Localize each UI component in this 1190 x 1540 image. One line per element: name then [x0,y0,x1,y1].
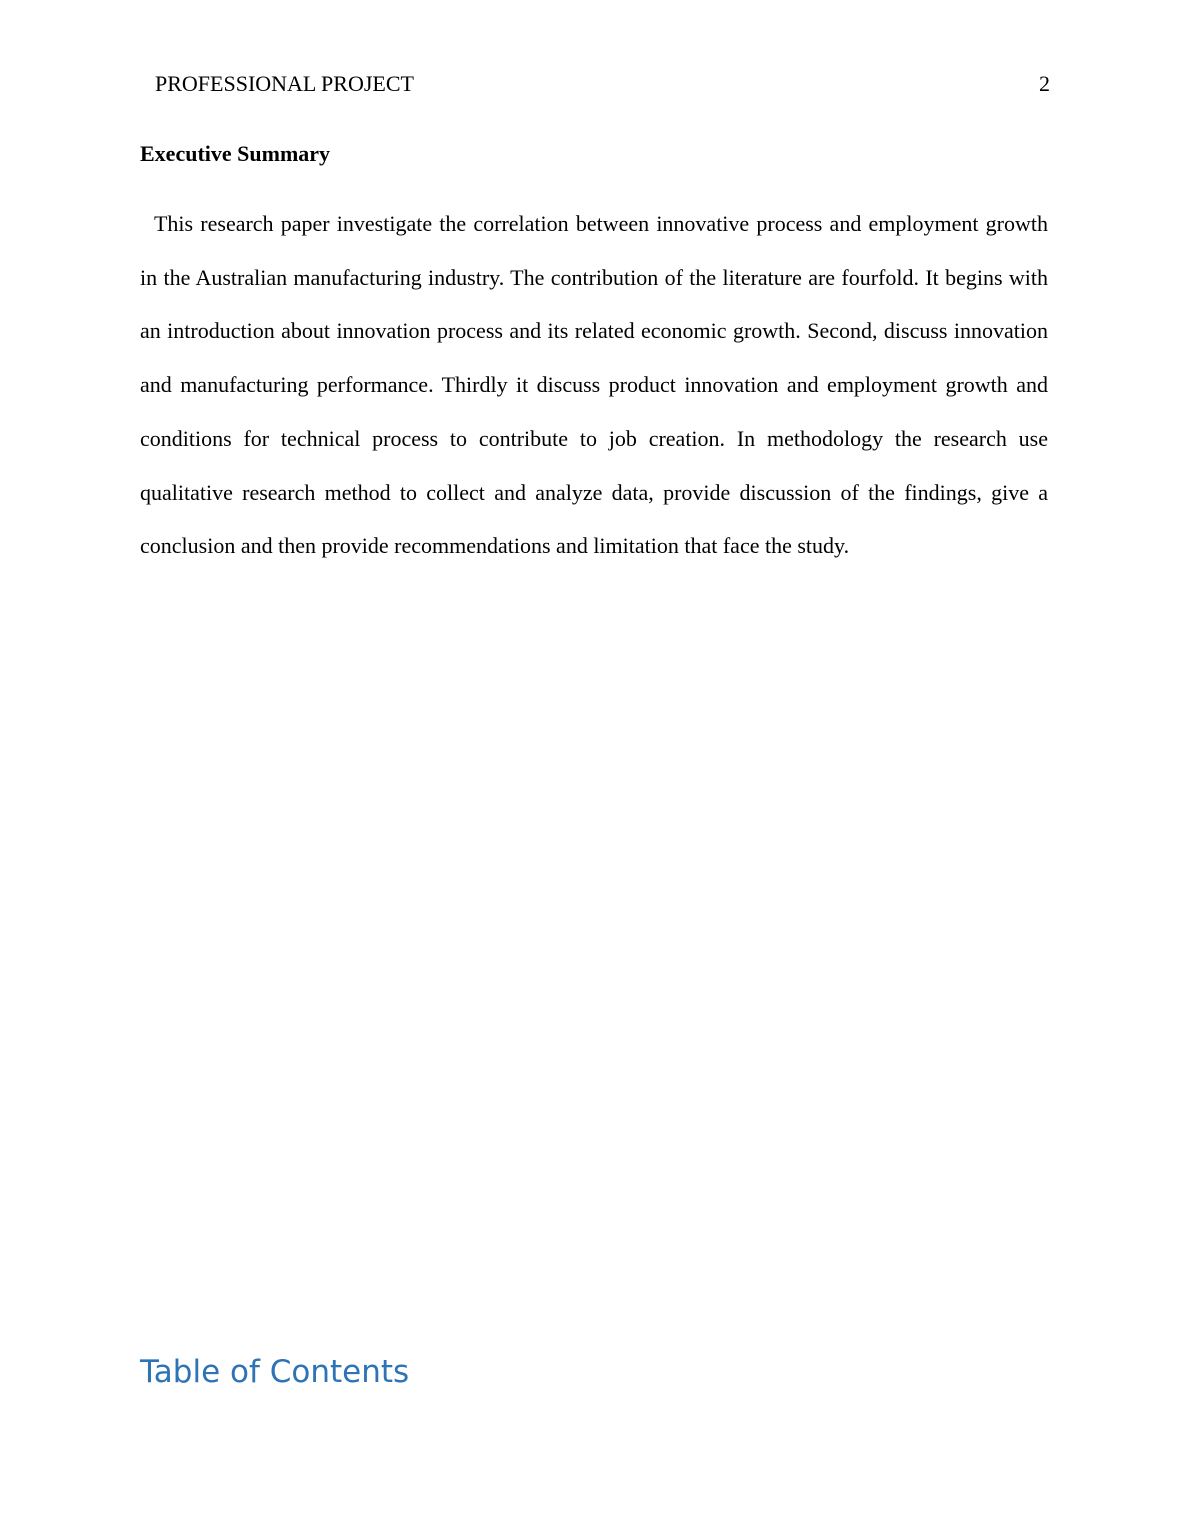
table-of-contents-heading: Table of Contents [140,1354,410,1390]
executive-summary-heading: Executive Summary [140,141,331,166]
executive-summary-paragraph: This research paper investigate the correlation between innovative process and employment growth in the Australian manufacturing industry. The contribution of the literature are fourfold. It begins with an introduction about innovation process and its related economic growth. Second, discuss innovation and manufacturing performance. Thirdly it discuss product innovation and employment growth and conditions for technical process to contribute to job creation. In methodology the research use qualitative research method to collect and analyze data, provide discussion of the findings, give a conclusion and then provide recommendations and limitation that face the study. [140,211,1048,559]
running-header-title: PROFESSIONAL PROJECT [155,71,414,96]
page-number: 2 [1039,71,1050,96]
